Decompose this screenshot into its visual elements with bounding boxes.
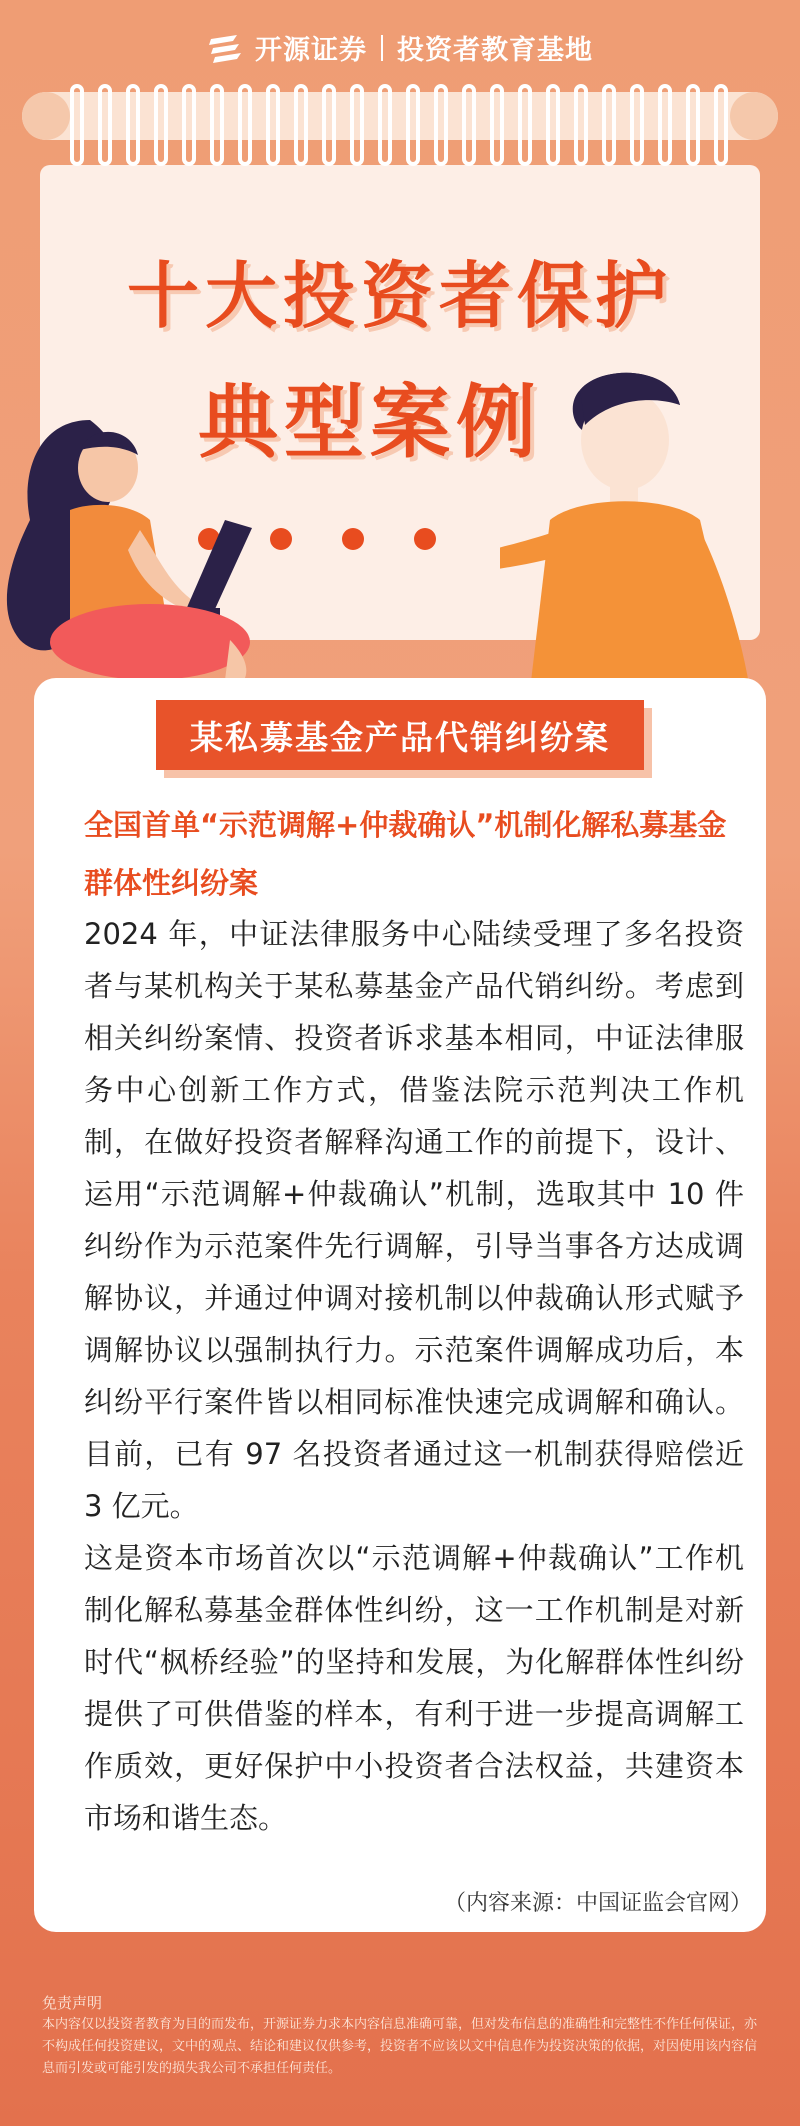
dot: [270, 528, 292, 550]
calendar-ring: [210, 84, 224, 166]
company-name: 开源证券: [255, 35, 367, 66]
calendar-ring: [126, 84, 140, 166]
calendar-ring: [630, 84, 644, 166]
disclaimer-title: 免责声明: [42, 1994, 103, 2012]
calendar-ring: [266, 84, 280, 166]
hero-title-line2: 典型案例: [198, 376, 542, 469]
case-paragraph-1: 2024 年，中证法律服务中心陆续受理了多名投资者与某机构关于某私募基金产品代销纠纷。考虑到相关纠纷案情、投资者诉求基本相同，中证法律服务中心创新工作方式，借鉴法院示范判决工作机制，在做好投资者解释沟通工作的前提下，设计、运用“示范调解+仲裁确认”机制，选取其中 10 件纠纷作为示范案件先行调解，引导当事各方达成调解协议，并通过仲调对接机制以仲裁确认形式赋予调解协议以强制执行力。示范案件调解成功后，本纠纷平行案件皆以相同标准快速完成调解和确认。目前，已有 97 名投资者通过这一机制获得赔偿近 3 亿元。: [84, 917, 744, 1523]
calendar-ring: [602, 84, 616, 166]
calendar-ring: [518, 84, 532, 166]
brand-divider: [381, 35, 383, 61]
calendar-ring: [294, 84, 308, 166]
calendar-ring: [686, 84, 700, 166]
case-headline: 全国首单“示范调解+仲裁确认”机制化解私募基金群体性纠纷案: [84, 808, 727, 900]
calendar-ring: [714, 84, 728, 166]
calendar-ring: [70, 84, 84, 166]
calendar-rod-end-right: [730, 92, 778, 140]
calendar-ring: [378, 84, 392, 166]
brand-subtitle: 投资者教育基地: [397, 35, 593, 66]
case-title-tag: 某私募基金产品代销纠纷案: [156, 700, 644, 770]
brand-header: [0, 28, 800, 67]
dot: [414, 528, 436, 550]
calendar-ring: [350, 84, 364, 166]
case-body: [84, 908, 744, 1844]
calendar-rod-end-left: [22, 92, 70, 140]
case-paragraph-2: 这是资本市场首次以“示范调解+仲裁确认”工作机制化解私募基金群体性纠纷，这一工作机制是对新时代“枫桥经验”的坚持和发展，为化解群体性纠纷提供了可供借鉴的样本，有利于进一步提高调解工作质效，更好保护中小投资者合法权益，共建资本市场和谐生态。: [84, 1541, 744, 1835]
calendar-ring: [238, 84, 252, 166]
dot: [342, 528, 364, 550]
man-pointing-illustration: [500, 370, 790, 690]
calendar-ring: [182, 84, 196, 166]
calendar-ring: [490, 84, 504, 166]
woman-with-laptop-illustration: [0, 410, 260, 690]
calendar-rings: [70, 84, 730, 174]
calendar-ring: [574, 84, 588, 166]
calendar-ring: [406, 84, 420, 166]
hero-title-line1: 十大投资者保护: [126, 254, 673, 338]
calendar-ring: [154, 84, 168, 166]
disclaimer-text: 本内容仅以投资者教育为目的而发布，开源证券力求本内容信息准确可靠，但对发布信息的准确性和完整性不作任何保证，亦不构成任何投资建议，文中的观点、结论和建议仅供参考，投资者不应该以文中信息作为投资决策的依据，对因使用该内容信息而引发或可能引发的损失我公司不承担任何责任。: [42, 2017, 758, 2076]
content-source: （内容来源：中国证监会官网）: [443, 1891, 752, 1916]
calendar-ring: [434, 84, 448, 166]
calendar-ring: [322, 84, 336, 166]
calendar-ring: [658, 84, 672, 166]
calendar-ring: [98, 84, 112, 166]
calendar-ring: [546, 84, 560, 166]
company-logo-icon: [207, 31, 247, 65]
calendar-ring: [462, 84, 476, 166]
